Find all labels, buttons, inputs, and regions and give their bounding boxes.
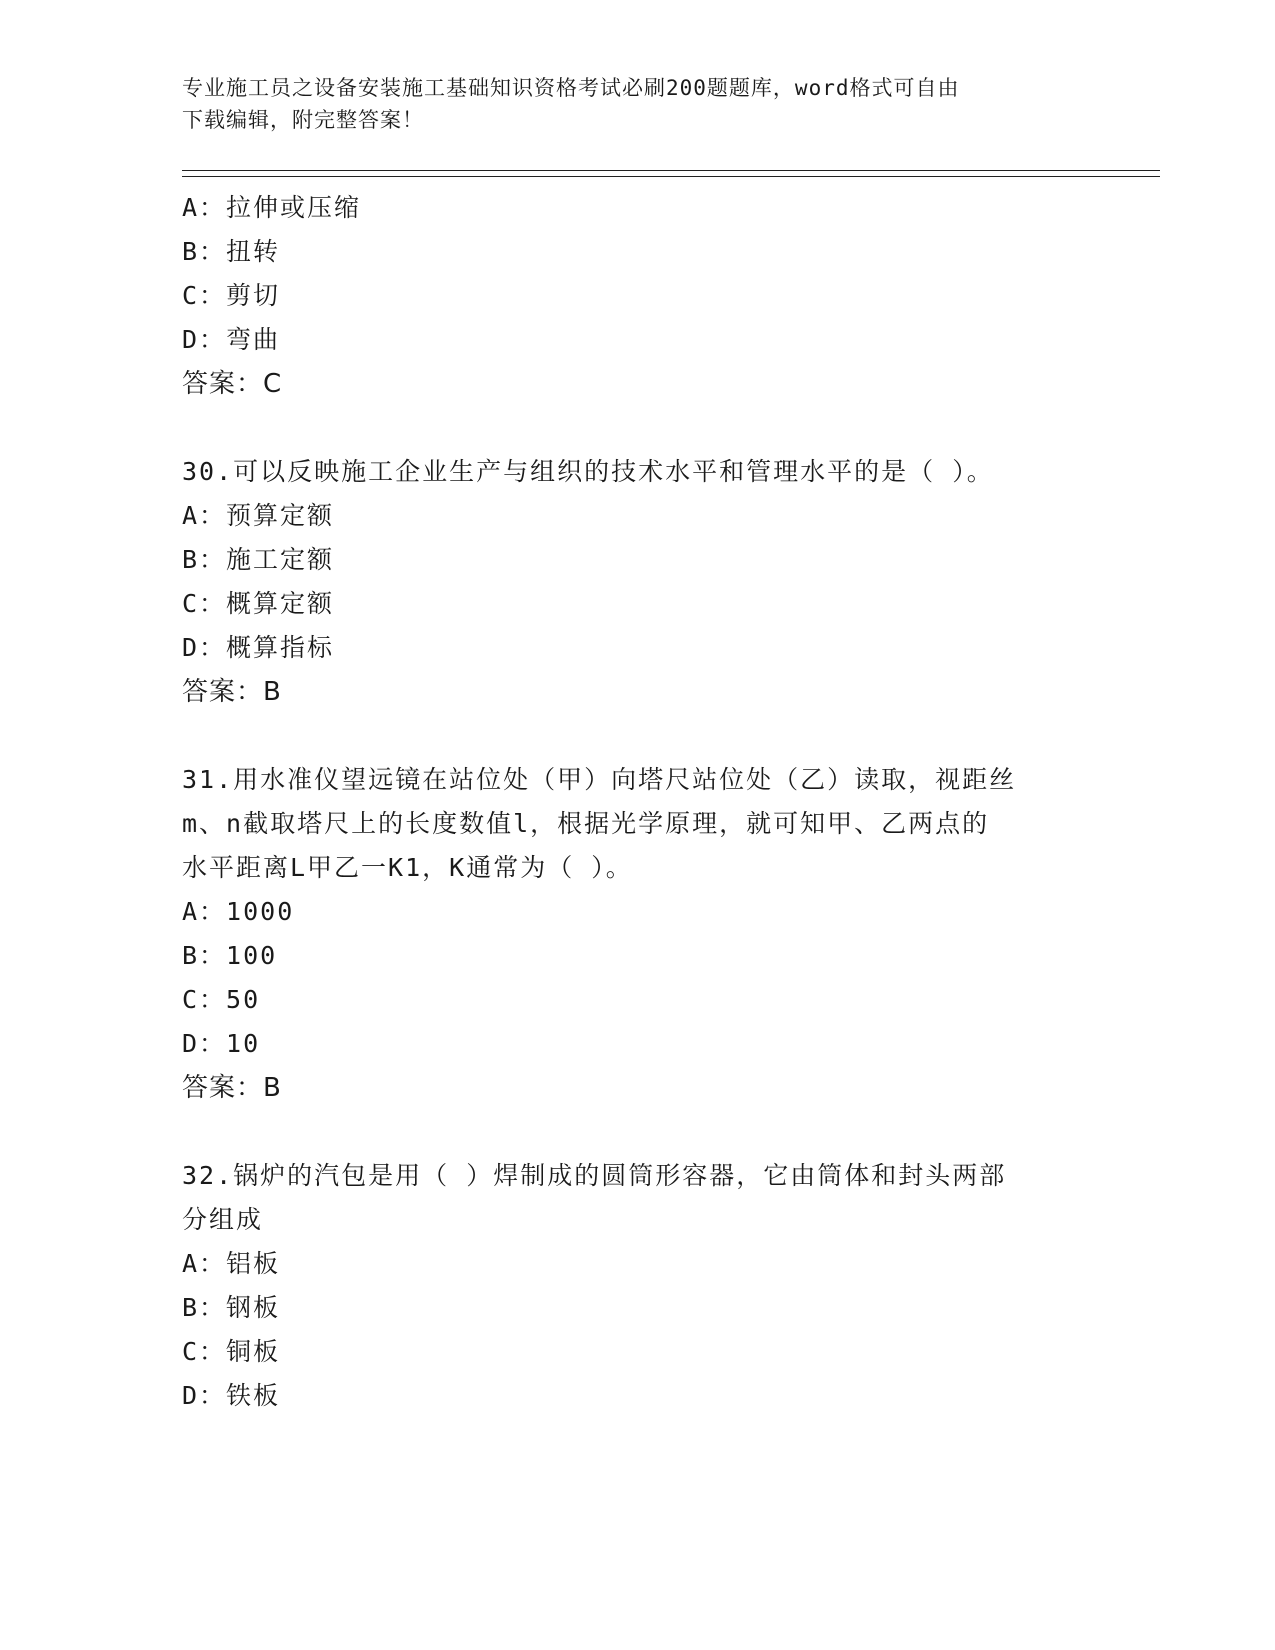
option-a: A：铝板: [182, 1249, 281, 1278]
option-b: B：施工定额: [182, 545, 335, 574]
question-stem-line-2: m、n截取塔尺上的长度数值l，根据光学原理，就可知甲、乙两点的: [182, 809, 990, 838]
question-32: [182, 1154, 1082, 1418]
option-b: B：100: [182, 941, 278, 970]
question-31: [182, 758, 1082, 1110]
option-b: B：扭转: [182, 237, 281, 266]
answer: 答案：B: [182, 677, 282, 707]
question-stem-line-3: 水平距离L甲乙一K1，K通常为（ ）。: [182, 853, 633, 882]
option-c: C：概算定额: [182, 589, 335, 618]
option-d: D：概算指标: [182, 633, 335, 662]
option-c: C：50: [182, 985, 261, 1014]
spacer: [182, 1110, 1082, 1154]
question-29: [182, 186, 1082, 406]
option-b: B：钢板: [182, 1293, 281, 1322]
question-stem-line-1: 32.锅炉的汽包是用（ ）焊制成的圆筒形容器，它由筒体和封头两部: [182, 1161, 1007, 1190]
header-divider: [182, 170, 1160, 177]
option-a: A：预算定额: [182, 501, 335, 530]
spacer: [182, 406, 1082, 450]
option-d: D：铁板: [182, 1381, 281, 1410]
option-c: C：剪切: [182, 281, 281, 310]
option-d: D：10: [182, 1029, 261, 1058]
spacer: [182, 714, 1082, 758]
question-list: [182, 186, 1082, 1418]
question-stem-line-1: 31.用水准仪望远镜在站位处（甲）向塔尺站位处（乙）读取，视距丝: [182, 765, 1017, 794]
question-stem-line-2: 分组成: [182, 1205, 264, 1234]
question-stem: 30.可以反映施工企业生产与组织的技术水平和管理水平的是（ ）。: [182, 457, 994, 486]
header-line-2: 下载编辑，附完整答案！: [182, 108, 424, 132]
option-a: A：拉伸或压缩: [182, 193, 362, 222]
option-d: D：弯曲: [182, 325, 281, 354]
option-c: C：铜板: [182, 1337, 281, 1366]
document-header: [182, 72, 1062, 136]
option-a: A：1000: [182, 897, 295, 926]
answer: 答案：C: [182, 369, 283, 399]
header-line-1: 专业施工员之设备安装施工基础知识资格考试必刷200题题库，word格式可自由: [182, 76, 960, 100]
question-30: [182, 450, 1082, 714]
answer: 答案：B: [182, 1073, 282, 1103]
